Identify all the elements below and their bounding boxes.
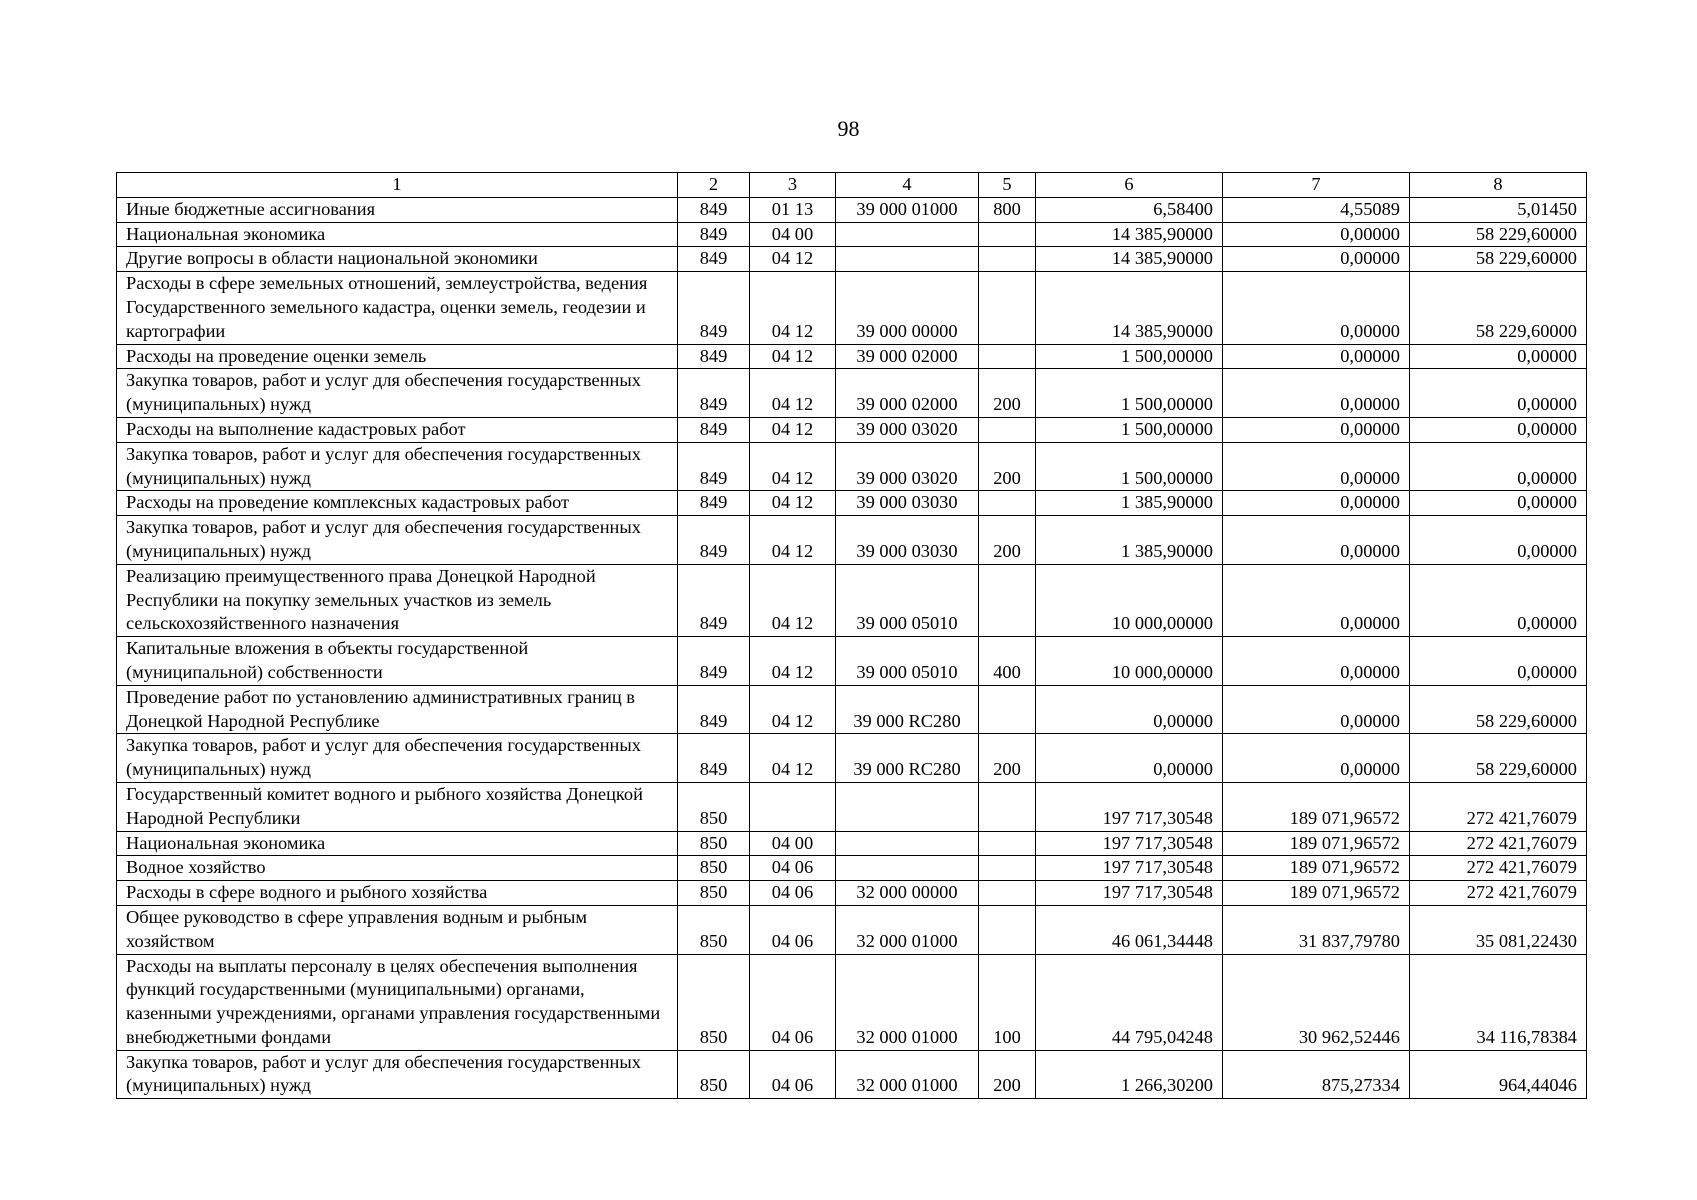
- section-code-cell: 04 12: [750, 734, 836, 783]
- section-code-cell: 04 06: [750, 954, 836, 1050]
- admin-code-cell: 850: [678, 881, 750, 906]
- amount-col8-cell: 964,44046: [1410, 1050, 1587, 1099]
- admin-code-cell: 849: [678, 685, 750, 734]
- section-code-cell: 04 12: [750, 369, 836, 418]
- section-code-cell: 04 12: [750, 247, 836, 272]
- target-article-cell: 39 000 RC280: [836, 734, 979, 783]
- amount-col7-cell: 0,00000: [1223, 516, 1410, 565]
- expense-type-cell: [979, 491, 1036, 516]
- section-code-cell: 04 00: [750, 831, 836, 856]
- amount-col8-cell: 0,00000: [1410, 369, 1587, 418]
- expense-type-cell: 200: [979, 734, 1036, 783]
- admin-code-cell: 850: [678, 782, 750, 831]
- expense-type-cell: [979, 417, 1036, 442]
- target-article-cell: 39 000 00000: [836, 272, 979, 344]
- target-article-cell: [836, 856, 979, 881]
- table-row: [117, 417, 1587, 442]
- column-header: 5: [979, 173, 1036, 198]
- expense-type-cell: 800: [979, 197, 1036, 222]
- target-article-cell: 39 000 02000: [836, 369, 979, 418]
- amount-col8-cell: 272 421,76079: [1410, 881, 1587, 906]
- row-name-cell: Закупка товаров, работ и услуг для обеспечения государственных (муниципальных) нужд: [117, 369, 678, 418]
- amount-col6-cell: 14 385,90000: [1036, 247, 1223, 272]
- section-code-cell: 04 06: [750, 881, 836, 906]
- admin-code-cell: 850: [678, 1050, 750, 1099]
- target-article-cell: 32 000 01000: [836, 1050, 979, 1099]
- amount-col7-cell: 0,00000: [1223, 247, 1410, 272]
- amount-col6-cell: 0,00000: [1036, 734, 1223, 783]
- row-name-cell: Общее руководство в сфере управления водным и рыбным хозяйством: [117, 905, 678, 954]
- row-name-cell: Национальная экономика: [117, 222, 678, 247]
- table-row: [117, 442, 1587, 491]
- header-row: [117, 173, 1587, 198]
- section-code-cell: 04 06: [750, 856, 836, 881]
- expense-type-cell: 200: [979, 369, 1036, 418]
- amount-col6-cell: 1 385,90000: [1036, 491, 1223, 516]
- section-code-cell: 04 06: [750, 1050, 836, 1099]
- target-article-cell: 39 000 03030: [836, 491, 979, 516]
- row-name-cell: Расходы в сфере земельных отношений, землеустройства, ведения Государственного земельного кадастра, оценки земель, геодезии и картографии: [117, 272, 678, 344]
- admin-code-cell: 849: [678, 442, 750, 491]
- target-article-cell: [836, 247, 979, 272]
- amount-col6-cell: 1 500,00000: [1036, 369, 1223, 418]
- row-name-cell: Расходы на проведение комплексных кадастровых работ: [117, 491, 678, 516]
- table-row: [117, 856, 1587, 881]
- table-row: [117, 564, 1587, 636]
- target-article-cell: 39 000 03030: [836, 516, 979, 565]
- section-code-cell: 04 00: [750, 222, 836, 247]
- amount-col6-cell: 0,00000: [1036, 685, 1223, 734]
- expense-type-cell: [979, 272, 1036, 344]
- table-row: [117, 734, 1587, 783]
- expense-type-cell: [979, 856, 1036, 881]
- amount-col8-cell: 272 421,76079: [1410, 782, 1587, 831]
- expense-type-cell: 400: [979, 637, 1036, 686]
- expense-type-cell: [979, 222, 1036, 247]
- amount-col7-cell: 0,00000: [1223, 442, 1410, 491]
- admin-code-cell: 850: [678, 856, 750, 881]
- amount-col7-cell: 0,00000: [1223, 637, 1410, 686]
- row-name-cell: Другие вопросы в области национальной экономики: [117, 247, 678, 272]
- row-name-cell: Национальная экономика: [117, 831, 678, 856]
- admin-code-cell: 849: [678, 516, 750, 565]
- table-row: [117, 247, 1587, 272]
- expense-type-cell: [979, 344, 1036, 369]
- column-header: 7: [1223, 173, 1410, 198]
- table-body: [117, 197, 1587, 1098]
- amount-col8-cell: 0,00000: [1410, 442, 1587, 491]
- amount-col8-cell: 58 229,60000: [1410, 272, 1587, 344]
- amount-col6-cell: 44 795,04248: [1036, 954, 1223, 1050]
- amount-col7-cell: 189 071,96572: [1223, 856, 1410, 881]
- amount-col8-cell: 0,00000: [1410, 491, 1587, 516]
- admin-code-cell: 849: [678, 222, 750, 247]
- target-article-cell: [836, 222, 979, 247]
- amount-col7-cell: 0,00000: [1223, 734, 1410, 783]
- amount-col6-cell: 1 385,90000: [1036, 516, 1223, 565]
- admin-code-cell: 849: [678, 344, 750, 369]
- expense-type-cell: 200: [979, 1050, 1036, 1099]
- row-name-cell: Расходы в сфере водного и рыбного хозяйства: [117, 881, 678, 906]
- admin-code-cell: 849: [678, 247, 750, 272]
- expense-type-cell: [979, 782, 1036, 831]
- amount-col6-cell: 14 385,90000: [1036, 272, 1223, 344]
- amount-col7-cell: 0,00000: [1223, 685, 1410, 734]
- amount-col7-cell: 189 071,96572: [1223, 881, 1410, 906]
- amount-col7-cell: 189 071,96572: [1223, 831, 1410, 856]
- amount-col8-cell: 0,00000: [1410, 344, 1587, 369]
- table-row: [117, 954, 1587, 1050]
- section-code-cell: 04 12: [750, 417, 836, 442]
- admin-code-cell: 849: [678, 564, 750, 636]
- section-code-cell: [750, 782, 836, 831]
- table-row: [117, 881, 1587, 906]
- amount-col8-cell: 34 116,78384: [1410, 954, 1587, 1050]
- column-header: 2: [678, 173, 750, 198]
- page-number: 98: [837, 116, 860, 141]
- amount-col7-cell: 0,00000: [1223, 491, 1410, 516]
- amount-col7-cell: 0,00000: [1223, 344, 1410, 369]
- table-row: [117, 905, 1587, 954]
- expense-type-cell: 100: [979, 954, 1036, 1050]
- section-code-cell: 04 12: [750, 516, 836, 565]
- row-name-cell: Государственный комитет водного и рыбного хозяйства Донецкой Народной Республики: [117, 782, 678, 831]
- amount-col7-cell: 0,00000: [1223, 369, 1410, 418]
- amount-col8-cell: 0,00000: [1410, 637, 1587, 686]
- amount-col6-cell: 197 717,30548: [1036, 881, 1223, 906]
- target-article-cell: 39 000 05010: [836, 637, 979, 686]
- amount-col7-cell: 31 837,79780: [1223, 905, 1410, 954]
- table-row: [117, 272, 1587, 344]
- target-article-cell: 39 000 02000: [836, 344, 979, 369]
- column-header: 1: [117, 173, 678, 198]
- amount-col6-cell: 10 000,00000: [1036, 564, 1223, 636]
- admin-code-cell: 849: [678, 272, 750, 344]
- budget-table: [116, 172, 1587, 1099]
- amount-col6-cell: 46 061,34448: [1036, 905, 1223, 954]
- column-header: 3: [750, 173, 836, 198]
- amount-col7-cell: 0,00000: [1223, 272, 1410, 344]
- row-name-cell: Реализацию преимущественного права Донецкой Народной Республики на покупку земельных участков из земель сельскохозяйственного назначения: [117, 564, 678, 636]
- admin-code-cell: 850: [678, 831, 750, 856]
- row-name-cell: Закупка товаров, работ и услуг для обеспечения государственных (муниципальных) нужд: [117, 1050, 678, 1099]
- amount-col8-cell: 0,00000: [1410, 564, 1587, 636]
- admin-code-cell: 850: [678, 905, 750, 954]
- amount-col8-cell: 0,00000: [1410, 516, 1587, 565]
- amount-col8-cell: 0,00000: [1410, 417, 1587, 442]
- admin-code-cell: 849: [678, 417, 750, 442]
- target-article-cell: 32 000 01000: [836, 905, 979, 954]
- amount-col7-cell: 0,00000: [1223, 222, 1410, 247]
- admin-code-cell: 849: [678, 734, 750, 783]
- amount-col6-cell: 6,58400: [1036, 197, 1223, 222]
- amount-col7-cell: 0,00000: [1223, 564, 1410, 636]
- amount-col6-cell: 14 385,90000: [1036, 222, 1223, 247]
- amount-col8-cell: 58 229,60000: [1410, 222, 1587, 247]
- section-code-cell: 04 12: [750, 637, 836, 686]
- row-name-cell: Капитальные вложения в объекты государственной (муниципальной) собственности: [117, 637, 678, 686]
- section-code-cell: 04 12: [750, 344, 836, 369]
- row-name-cell: Расходы на выполнение кадастровых работ: [117, 417, 678, 442]
- amount-col7-cell: 30 962,52446: [1223, 954, 1410, 1050]
- column-header: 8: [1410, 173, 1587, 198]
- table-row: [117, 369, 1587, 418]
- table-row: [117, 782, 1587, 831]
- table-row: [117, 344, 1587, 369]
- admin-code-cell: 849: [678, 369, 750, 418]
- row-name-cell: Проведение работ по установлению административных границ в Донецкой Народной Республике: [117, 685, 678, 734]
- amount-col7-cell: 0,00000: [1223, 417, 1410, 442]
- column-header: 4: [836, 173, 979, 198]
- amount-col7-cell: 189 071,96572: [1223, 782, 1410, 831]
- amount-col8-cell: 58 229,60000: [1410, 734, 1587, 783]
- admin-code-cell: 849: [678, 197, 750, 222]
- table-row: [117, 637, 1587, 686]
- amount-col8-cell: 35 081,22430: [1410, 905, 1587, 954]
- target-article-cell: [836, 831, 979, 856]
- target-article-cell: 39 000 RC280: [836, 685, 979, 734]
- target-article-cell: 39 000 03020: [836, 417, 979, 442]
- amount-col6-cell: 10 000,00000: [1036, 637, 1223, 686]
- amount-col6-cell: 1 500,00000: [1036, 417, 1223, 442]
- row-name-cell: Закупка товаров, работ и услуг для обеспечения государственных (муниципальных) нужд: [117, 734, 678, 783]
- amount-col6-cell: 197 717,30548: [1036, 831, 1223, 856]
- expense-type-cell: 200: [979, 442, 1036, 491]
- target-article-cell: [836, 782, 979, 831]
- amount-col6-cell: 1 266,30200: [1036, 1050, 1223, 1099]
- section-code-cell: 01 13: [750, 197, 836, 222]
- column-header: 6: [1036, 173, 1223, 198]
- row-name-cell: Иные бюджетные ассигнования: [117, 197, 678, 222]
- target-article-cell: 32 000 01000: [836, 954, 979, 1050]
- target-article-cell: 32 000 00000: [836, 881, 979, 906]
- table-row: [117, 197, 1587, 222]
- row-name-cell: Закупка товаров, работ и услуг для обеспечения государственных (муниципальных) нужд: [117, 442, 678, 491]
- admin-code-cell: 850: [678, 954, 750, 1050]
- amount-col6-cell: 197 717,30548: [1036, 782, 1223, 831]
- section-code-cell: 04 12: [750, 491, 836, 516]
- section-code-cell: 04 12: [750, 685, 836, 734]
- expense-type-cell: [979, 564, 1036, 636]
- table-row: [117, 222, 1587, 247]
- amount-col6-cell: 1 500,00000: [1036, 442, 1223, 491]
- section-code-cell: 04 12: [750, 564, 836, 636]
- section-code-cell: 04 12: [750, 442, 836, 491]
- section-code-cell: 04 12: [750, 272, 836, 344]
- target-article-cell: 39 000 05010: [836, 564, 979, 636]
- amount-col7-cell: 4,55089: [1223, 197, 1410, 222]
- amount-col8-cell: 272 421,76079: [1410, 831, 1587, 856]
- amount-col6-cell: 197 717,30548: [1036, 856, 1223, 881]
- row-name-cell: Закупка товаров, работ и услуг для обеспечения государственных (муниципальных) нужд: [117, 516, 678, 565]
- amount-col8-cell: 272 421,76079: [1410, 856, 1587, 881]
- target-article-cell: 39 000 01000: [836, 197, 979, 222]
- row-name-cell: Водное хозяйство: [117, 856, 678, 881]
- expense-type-cell: [979, 247, 1036, 272]
- admin-code-cell: 849: [678, 637, 750, 686]
- table-row: [117, 1050, 1587, 1099]
- admin-code-cell: 849: [678, 491, 750, 516]
- expense-type-cell: [979, 881, 1036, 906]
- table-row: [117, 516, 1587, 565]
- row-name-cell: Расходы на проведение оценки земель: [117, 344, 678, 369]
- amount-col8-cell: 58 229,60000: [1410, 247, 1587, 272]
- row-name-cell: Расходы на выплаты персоналу в целях обеспечения выполнения функций государственными (муниципальными) органами, казенными учреждениями, органами управления государственными внебюджетными фондами: [117, 954, 678, 1050]
- amount-col8-cell: 5,01450: [1410, 197, 1587, 222]
- expense-type-cell: [979, 685, 1036, 734]
- amount-col7-cell: 875,27334: [1223, 1050, 1410, 1099]
- table-row: [117, 491, 1587, 516]
- expense-type-cell: [979, 905, 1036, 954]
- amount-col6-cell: 1 500,00000: [1036, 344, 1223, 369]
- table-row: [117, 685, 1587, 734]
- expense-type-cell: [979, 831, 1036, 856]
- target-article-cell: 39 000 03020: [836, 442, 979, 491]
- amount-col8-cell: 58 229,60000: [1410, 685, 1587, 734]
- expense-type-cell: 200: [979, 516, 1036, 565]
- section-code-cell: 04 06: [750, 905, 836, 954]
- table-row: [117, 831, 1587, 856]
